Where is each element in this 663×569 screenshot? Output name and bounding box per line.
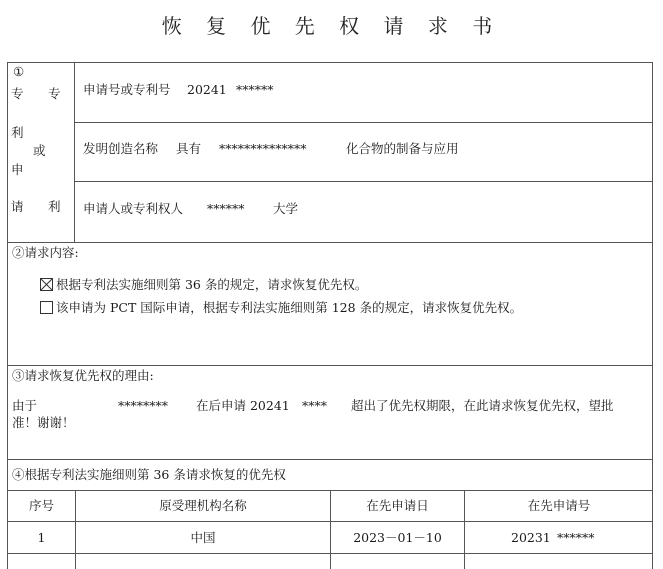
row-divider bbox=[74, 122, 653, 123]
reason-rest: 超出了优先权期限，在此请求恢复优先权，望批 bbox=[351, 398, 614, 413]
section-divider bbox=[7, 459, 653, 460]
label-char: 或 bbox=[33, 143, 46, 158]
reason-line2: 准！谢谢！ bbox=[12, 415, 75, 430]
table-header-app-no: 在先申请号 bbox=[527, 498, 591, 513]
section-divider bbox=[7, 242, 653, 243]
label-char: 利 bbox=[48, 199, 61, 214]
table-header-office: 原受理机构名称 bbox=[159, 498, 247, 513]
application-number-label: 申请号或专利号 bbox=[83, 82, 171, 97]
invention-name-mask: ************** bbox=[219, 141, 307, 156]
page-title: 恢 复 优 先 权 请 求 书 bbox=[161, 14, 502, 38]
cell-date: 2023－01－10 bbox=[353, 530, 442, 545]
option1-checkbox[interactable] bbox=[40, 278, 53, 291]
section1-number: ① bbox=[13, 64, 25, 79]
table-header-date: 在先申请日 bbox=[366, 498, 429, 513]
section2-heading: ②请求内容: bbox=[12, 245, 79, 260]
application-number-mask: ****** bbox=[236, 82, 274, 97]
label-char: 专 bbox=[48, 86, 61, 101]
cell-app-no: 20231 bbox=[511, 530, 551, 545]
cell-office: 中国 bbox=[190, 530, 216, 545]
section3-heading: ③请求恢复优先权的理由: bbox=[12, 368, 154, 383]
reason-mask: **** bbox=[302, 398, 327, 413]
label-char: 申 bbox=[11, 162, 24, 177]
application-number-value: 20241 bbox=[187, 82, 227, 97]
reason-later-app: 在后申请 20241 bbox=[196, 398, 290, 413]
section-divider bbox=[7, 365, 653, 366]
section1-divider bbox=[74, 62, 75, 242]
check-cross-icon bbox=[41, 279, 52, 290]
option1-text: 根据专利法实施细则第 36 条的规定，请求恢复优先权。 bbox=[56, 277, 368, 292]
invention-name-suffix: 化合物的制备与应用 bbox=[346, 141, 459, 156]
label-char: 专 bbox=[11, 86, 24, 101]
table-header-no: 序号 bbox=[28, 498, 54, 513]
invention-name-prefix: 具有 bbox=[176, 141, 202, 156]
cell-no: 1 bbox=[37, 530, 46, 545]
row-divider bbox=[74, 181, 653, 182]
reason-prefix: 由于 bbox=[12, 398, 38, 413]
applicant-suffix: 大学 bbox=[273, 201, 299, 216]
section4-heading: ④根据专利法实施细则第 36 条请求恢复的优先权 bbox=[12, 467, 286, 482]
reason-mask: ******** bbox=[118, 398, 168, 413]
option2-text: 该申请为 PCT 国际申请，根据专利法实施细则第 128 条的规定，请求恢复优先权。 bbox=[56, 300, 523, 315]
label-char: 利 bbox=[11, 125, 24, 140]
invention-name-label: 发明创造名称 bbox=[83, 141, 159, 156]
cell-app-mask: ****** bbox=[557, 530, 595, 545]
option2-checkbox[interactable] bbox=[40, 301, 53, 314]
applicant-mask: ****** bbox=[207, 201, 245, 216]
label-char: 请 bbox=[11, 199, 24, 214]
applicant-label: 申请人或专利权人 bbox=[83, 201, 184, 216]
